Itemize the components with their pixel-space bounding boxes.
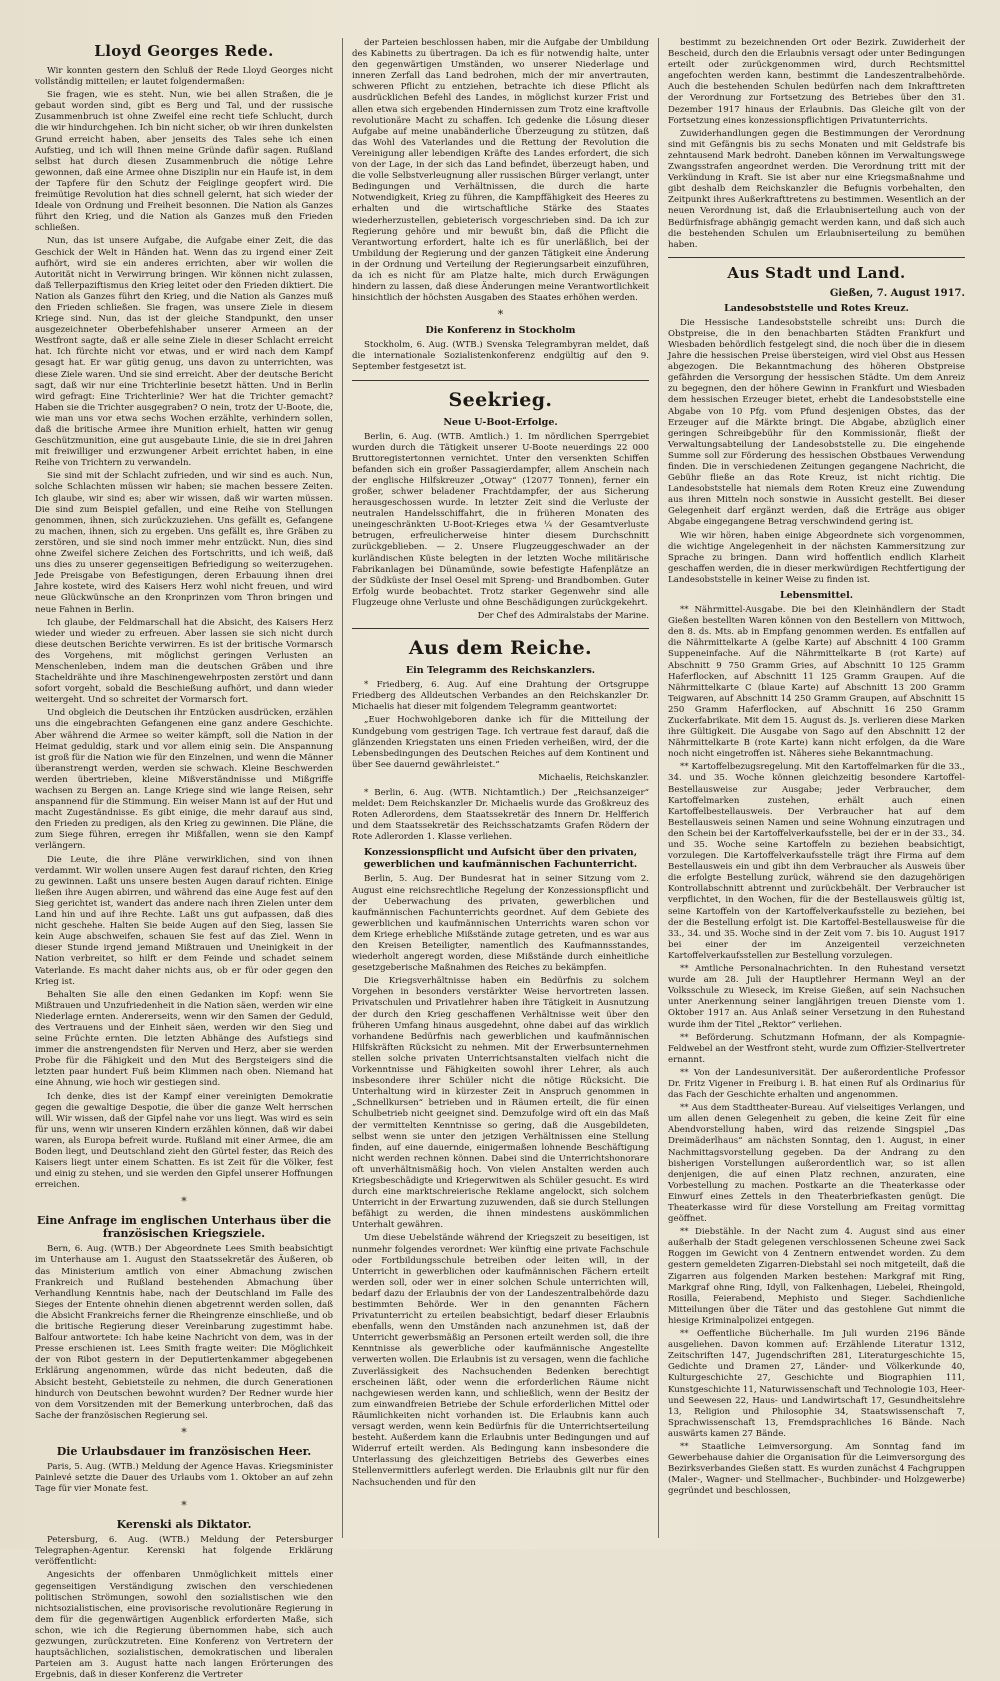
paragraph: ** Kartoffelbezugsregelung. Mit den Kartoffelmarken für die 33., 34. und 35. Woche können gleichzeitig besondere Kartoffel-Bestellausweise zur Ausgabe; jeder Verbraucher, dem Kartoffelmarken zustehen, erhält auch einen Kartoffelbestellausweis. Der Verbraucher hat auf dem Bestellausweis seinen Namen und seine Wohnung einzutragen und den Schein bei der Kartoffelverkaufsstelle, bei der er in der 33., 34. und 35. Woche seine Kartoffeln zu beziehen beabsichtigt, vorzulegen. Die Kartoffelverkaufsstelle trägt ihre Firma auf dem Bestellausweis ein und gibt ihn dem Verbraucher als Ausweis über die erfolgte Bestellung zurück, während sie den dazugehörigen Kontrollabschnitt abtrennt und zurückbehält. Der Verbraucher ist verpflichtet, in den Wochen, für die der Bestellausweis gültig ist, seine Kartoffeln von der Kartoffelverkaufsstelle zu beziehen, bei der die Bestellung erfolgt ist. Die Kartoffel-Bestellausweise für die 33., 34. und 35. Woche sind in der Zeit vom 7. bis 10. August 1917 bei einer der im Anzeigenteil verzeichneten Kartoffelverkaufsstellen zur Bestellung vorzulegen. (668, 762, 965, 961)
paragraph: Zuwiderhandlungen gegen die Bestimmungen der Verordnung sind mit Gefängnis bis zu sechs Monaten und mit Geldstrafe bis zehntausend Mark bedroht. Daneben können im Verwaltungswege Zwangsstrafen angeordnet werden. Die Verordnung tritt mit der Verkündung in Kraft. Sie ist aber nur eine Kriegsmaßnahme und gibt deshalb dem Reichskanzler die Befugnis vorbehalten, den Zeitpunkt ihres Außerkrafttretens zu bestimmen. Wesentlich an der neuen Verordnung ist, daß die Erlaubniserteilung auch von der Bedürfnisfrage abhängig gemacht werden kann, und daß sich auch die bestehenden Schulen um Erlaubniserteilung zu bemühen haben. (668, 128, 965, 250)
paragraph: der Parteien beschlossen haben, mir die Aufgabe der Umbildung des Kabinetts zu übertragen. Da ich es für notwendig halte, unter den gegenwärtigen Umständen, wo unserer Niederlage und inneren Zerfall das Land bedrohen, mich der mir anvertrauten, schweren Pflicht zu entziehen, betrachte ich diese Pflicht als ausdrücklichen Befehl des Landes, in möglichst kurzer Frist und allen etwa sich ergebenden Hindernissen zum Trotz eine kraftvolle revolutionäre Macht zu schaffen. Ich gedenke die Lösung dieser Aufgabe auf meine unabänderliche Überzeugung zu stützen, daß das Wohl des Vaterlandes und die Rettung der Revolution die Vereinigung aller lebendigen Kräfte des Landes erfordert, die sich von der Lage, in der sich das Land befindet, überzeugt haben, und die volle Selbstverleugnung aller russischen Bürger verlangt, unter Bedingungen und Verhältnissen, die durch die harte Notwendigkeit, Krieg zu führen, die Kampffähigkeit des Heeres zu erhalten und die wirtschaftliche Stärke des Staates wiederherzustellen, gebieterisch vorgeschrieben sind. Da ich zur Regierung gehöre und mir bewußt bin, daß die Pflicht die Verantwortung erfordert, halte ich es für unerläßlich, bei der Umbildung der Regierung und der ganzen Tätigkeit eine Änderung in der Ordnung und Verteilung der Regierungsarbeit einzuführen, da ich es nicht für am Platze halte, mich durch Erwägungen hindern zu lassen, daß diese Änderungen meine Verantwortlichkeit hinsichtlich der höchsten Ausgaben des Staates erhöhen werden. (352, 38, 649, 304)
paragraph: Die Kriegsverhältnisse haben ein Bedürfnis zu solchem Vorgehen in besonders verstärkter Weise hervortreten lassen. Privatschulen und Privatlehrer haben ihre Tätigkeit in Ausnutzung der durch den Krieg geschaffenen Verhältnisse weit über den früheren Umfang hinaus ausgedehnt, ohne dabei auf das wirklich vorhandene Bedürfnis nach gewerblichen und kaufmännischen Hilfskräften Rücksicht zu nehmen. Mit der Erwerbsunternehmen stellen solche privaten Unterrichtsanstalten vielfach nicht die Vorkenntnisse und Fähigkeiten sowohl ihrer Lehrer, als auch insbesondere ihrer Schüler nicht die nötige Rücksicht. Die Unterhaltung wird in kürzester Zeit in Anspruch genommen in „Schnellkursen“ betrieben und in Räumen erteilt, die für einen Schulbetrieb nicht geeignet sind. Demzufolge wird oft ein das Maß der vermittelten Kenntnisse so gering, daß die Ausgebildeten, selbst wenn sie unter den jetzigen Verhältnissen eine Stellung finden, auf eine dauernde, einigermaßen lohnende Beschäftigung nicht werden rechnen können. Dabei sind die Unterrichtshonorare oft unverhältnismäßig hoch. Von vielen Anstalten werden auch Kriegsbeschädigte und Kriegerwitwen als Schüler gesucht. Es wird durch eine marktschreierische Reklame angelockt, sich solchem Unterricht in der Erwartung zuzuwenden, daß sie durch Stellungen befähigt zu werden, die ihnen mindestens auskömmlichen Unterhalt gewähren. (352, 976, 649, 1231)
paragraph: Die Leute, die ihre Pläne verwirklichen, sind von ihnen verdammt. Wir wollen unsere Augen fest darauf richten, den Krieg zu gewinnen. Laßt uns unsere besten Augen darauf richten. Einige ließen ihre Augen abirren, und während das eine Auge fest auf den Sieg gerichtet ist, wandert das andere nach ihren Zielen unter dem Land hin und auf ihre Rechte. Laßt uns gut aufpassen, daß dies nicht geschehe. Halten Sie beide Augen auf den Sieg, lassen Sie kein Auge abschweifen, schauen Sie fest auf das Ziel. Wenn in dieser Stunde irgend jemand Mißtrauen und Uneinigkeit in der Nation verbreitet, so hilft er dem Feinde und schadet seinem Vaterlande. Es macht daher nichts aus, ob er für oder gegen den Krieg ist. (35, 854, 333, 987)
separator-star: * (181, 1425, 187, 1439)
headline-unterhaus: Eine Anfrage im englischen Unterhaus über die französischen Kriegsziele. (36, 1214, 332, 1241)
paragraph: ** Diebstähle. In der Nacht zum 4. August sind aus einer außerhalb der Stadt gelegenen verschlossenen Scheune zwei Sack Roggen im Gewicht von 4 Zentnern entwendet worden. Zu dem gestern gemeldeten Zigarren-Diebstahl sei noch mitgeteilt, daß die Zigarren aus folgenden Marken bestehen: Markgraf mit Ring, Markgraf ohne Ring, Idyll, von Falkenhagen, Liebelei, Rheingold, Rosilla, Feierabend, Mephisto und Sieger. Sachdienliche Mitteilungen über die Täter und das gestohlene Gut nimmt die hiesige Kriminalpolizei entgegen. (668, 1227, 965, 1326)
paragraph: Sie sind mit der Schlacht zufrieden, und wir sind es auch. Nun, solche Schlachten müssen wir haben; sie machen bessere Zeiten. Ich glaube, wir sind es; aber wir wissen, daß wir warten müssen. Die sind zum Beispiel gefallen, und eine Reihe von Stellungen genommen, ihnen, sich zurückzuziehen. Uns gefällt es, Gefangene zu machen, ihnen, sich zu ergeben. Uns gefällt es, ihre Gräben zu zerstören, und sie sind noch immer mehr entzückt. Nun, dies sind ohne Zweifel sichere Zeichen des Fortschritts, und ich weiß, daß uns dies zu unserer gegenseitigen Befriedigung so weiterzugehen. Jede Preisgabe von Befestigungen, deren Erbauung ihnen drei Jahre kostete, wird des Kaisers Herz wohl nicht freuen, und wird neue Glückwünsche an den Kronprinzen vom Thron bringen und neue Fahnen in Berlin. (35, 471, 333, 615)
headline-lebensmittel: Lebensmittel. (779, 590, 854, 602)
paragraph: ** Staatliche Leimversorgung. Am Sonntag fand im Gewerbehause dahier die Organisation für die Leimversorgung des Bezirksverbandes Gießen statt. Es wurden zunächst 4 Fachgruppen (Maler-, Wagner- und Stellmacher-, Buchbinder- und Holzgewerbe) gegründet und beschlossen, (668, 1441, 965, 1497)
paragraph: Berlin, 5. Aug. Der Bundesrat hat in seiner Sitzung vom 2. August eine reichsrechtliche Regelung der Konzessionspflicht und der Ueberwachung des privaten, gewerblichen und kaufmännischen Fachunterrichts geordnet. Auf dem Gebiete des gewerblichen und kaufmännischen Unterrichts waren schon vor dem Kriege erhebliche Mißstände zutage getreten, und es war aus den Kreisen Beteiligter, namentlich des Kaufmannsstandes, wiederholt angeregt worden, diese Mißstände durch einheitliche gesetzgeberische Maßnahmen des Reiches zu bekämpfen. (352, 874, 649, 974)
paragraph: Petersburg, 6. Aug. (WTB.) Meldung der Petersburger Telegraphen-Agentur. Kerenski hat folgende Erklärung veröffentlicht: (35, 1535, 333, 1568)
paragraph: Behalten Sie alle den einen Gedanken im Kopf: wenn Sie Mißtrauen und Unzufriedenheit in die Nation säen, werden wir eine Niederlage ernten. Andererseits, wenn wir den Samen der Geduld, des Vertrauens und der Einheit säen, werden wir den Sieg und seine Früchte ernten. Die letzten Abhänge des Aufstiegs sind immer die anstrengendsten für Nerven und Herz, aber sie werden Probe für die Fähigkeit und den Mut des Bergsteigers sind die letzten paar hundert Fuß beim Klimmen nach oben. Niemand hat eine Ahnung, wie hoch wir gestiegen sind. (35, 989, 333, 1089)
paragraph: Die Hessische Landesobststelle schreibt uns: Durch die Obstpreise, die in den benachbarten Städten Frankfurt und Wiesbaden behördlich festgelegt sind, die noch über die in diesem Jahre die hessischen Preise übersteigen, wird viel Obst aus Hessen abgezogen. Die Bekanntmachung des höheren Obstpreise gefährden die Versorgung der hessischen Städte. Um dem Anreiz zu begegnen, den der höhere Gewinn in Frankfurt und Wiesbaden dem hessischen Erzeuger bietet, erhebt die Landesobststelle eine Abgabe von 10 Pfg. vom Pfund desjenigen Obstes, das der Erzeuger auf die Märkte bringt. Die Abgabe, abzüglich einer geringen Schreibgebühr für den Kommissionär, fließt der Verwaltungsabteilung der Landesobststelle zu. Die eingehende Summe soll zur Förderung des hessischen Obstbaues Verwendung finden. Die in verschiedenen Zeitungen gegangene Nachricht, die Gebühr fließe an das Rote Kreuz, ist nicht richtig. Die Landesobststelle hat niemals dem Roten Kreuz eine Zuwendung aus ihren Mitteln noch sonstwie in Aussicht gestellt. Bei dieser Gelegenheit darf ergänzt werden, daß die Erträge aus obiger Abgabe eingegangene Betrag verschwindend gering ist. (668, 317, 965, 528)
paragraph: ** Aus dem Stadttheater-Bureau. Auf vielseitiges Verlangen, und um allen denen Gelegenheit zu geben, die keine Zeit für eine Abendvorstellung haben, wird das reizende Singspiel „Das Dreimäderlhaus“ am nächsten Sonntag, den 1. August, in einer Nachmittagsvorstellung gegeben. Da der Andrang zu den bisherigen Vorstellungen außerordentlich war, so ist allen denjenigen, die auf einen Platz rechnen, anzuraten, eine Vorbestellung zu machen. Postkarte an die Theaterkasse oder Einwurf eines Zettels in den Theaterbriefkasten genügt. Die Theaterkasse wird für diese Vorstellung am Freitag vormittag geöffnet. (668, 1103, 965, 1225)
headline-seekrieg: Seekrieg. (448, 388, 553, 411)
headline-konzessionspflicht: Konzessionspflicht und Aufsicht über den privaten, gewerblichen und kaufmännischen Fachunterricht. (363, 847, 638, 871)
headline-lloyd-george: Lloyd Georges Rede. (94, 42, 274, 60)
subheadline-u-boot: Neue U-Boot-Erfolge. (443, 416, 558, 428)
paragraph: Wir konnten gestern den Schluß der Rede Lloyd Georges nicht vollständig mitteilen; er lautet folgendermaßen: (35, 66, 333, 88)
column-3 (658, 38, 974, 1538)
paragraph: Paris, 5. Aug. (WTB.) Meldung der Agence Havas. Kriegsminister Painlevé setzte die Dauer des Urlaubs vom 1. Oktober an auf zehn Tage für vier Monate fest. (35, 1461, 333, 1495)
column-container (26, 38, 978, 1681)
paragraph: bestimmt zu bezeichnenden Ort oder Bezirk. Zuwiderheit der Bescheid, durch den die Erlaubnis versagt oder unter Bedingungen erteilt oder zurückgenommen wird, durch Rechtsmittel angefochten werden kann, bestimmt die Landeszentralbehörde. Auch die bestehenden Schulen bedürfen nach dem Inkrafttreten der Verordnung zur Fortsetzung des Betriebes über den 31. Dezember 1917 hinaus der Erlaubnis. Das Gleiche gilt von der Fortsetzung eines konzessionspflichtigen Privatunterrichts. (668, 38, 965, 126)
paragraph: Angesichts der offenbaren Unmöglichkeit mittels einer gegenseitigen Verständigung zwischen den verschiedenen politischen Strömungen, sowohl den sozialistischen wie den nichtsozialistischen, eine provisorische revolutionäre Regierung in dem für die gegenwärtigen Augenblick erforderten Maße, sich schon, wie ich die Regierung übernommen habe, sich auch gezwungen, zurückzutreten. Eine Konferenz von Vertretern der hauptsächlichen, sozialistischen, demokratischen und liberalen Parteien am 3. August hatte nach langen Erörterungen des Ergebnis, daß in dieser Konferenz die Vertreter (35, 1570, 333, 1681)
paragraph: Um diese Uebelstände während der Kriegszeit zu beseitigen, ist nunmehr folgendes verordnet: Wer künftig eine private Fachschule oder Fortbildungsschule betreiben oder leiten will, in der Unterricht in gewerblichen oder kaufmännischen Fächern erteilt werden soll, oder wer in einer solchen Schule unterrichten will, bedarf dazu der Erlaubnis der von der Landeszentralbehörde dazu bestimmten Behörde. Wer in den genannten Fächern Privatunterricht zu erteilen beabsichtigt, bedarf dieser Erlaubnis ebenfalls, wenn den Umständen nach anzunehmen ist, daß der Unterricht gewerbsmäßig an Personen erteilt werden soll, die ihre Kenntnisse als gewerbliche oder kaufmännische Angestellte verwerten wollen. Die Erlaubnis ist zu versagen, wenn die fachliche Zuverlässigkeit des Nachsuchenden Bedenken berechtigt erscheinen läßt, oder wenn die erforderlichen Räume nicht nachgewiesen werden kann, und schließlich, wenn der Besitz der zum einwandfreien Betriebe der Schule erforderlichen Mittel oder Räumlichkeiten nicht vorhanden ist. Die Erlaubnis kann auch versagt werden, wenn kein Bedürfnis für die Unterrichtserteilung besteht. Außerdem kann die Erlaubnis unter Bedingungen und auf Widerruf erteilt werden. Als Bedingung kann insbesondere die Unterlassung des gleichzeitigen Betriebs des Gewerbes eines Stellenvermittlers auferlegt werden. Die Erlaubnis gilt nur für den Nachsuchenden und für den (352, 1233, 649, 1488)
paragraph: Stockholm, 6. Aug. (WTB.) Svenska Telegrambyran meldet, daß die internationale Sozialistenkonferenz endgültig auf den 9. September festgesetzt ist. (352, 340, 649, 373)
headline-kerenski: Kerenski als Diktator. (116, 1518, 252, 1532)
paragraph: ** Oeffentliche Bücherhalle. Im Juli wurden 2196 Bände ausgeliehen. Davon kommen auf: Erzählende Literatur 1312, Zeitschriften 147, Jugendschriften 281, Literaturgeschichte 15, Gedichte und Dramen 27, Länder- und Völkerkunde 40, Kulturgeschichte 27, Geschichte und Biographien 111, Kunstgeschichte 11, Naturwissenschaft und Technologie 103, Heer- und Seewesen 22, Haus- und Landwirtschaft 17, Gesundheitslehre 13, Religion und Philosophie 34, Staatswissenschaft 7, Sprachwissenschaft 13, Fremdsprachliches 16 Bände. Nach auswärts kamen 27 Bände. (668, 1329, 965, 1439)
paragraph: * Berlin, 6. Aug. (WTB. Nichtamtlich.) Der „Reichsanzeiger“ meldet: Dem Reichskanzler Dr. Michaelis wurde das Großkreuz des Roten Adlerordens, dem Staatssekretär des Innern Dr. Helfferich und dem Staatssekretär des Reichsschatzamts Grafen Rödern der Rote Adlerorden 1. Klasse verliehen. (352, 787, 649, 843)
separator-star: * (181, 1499, 187, 1513)
signature-admiralstab: Der Chef des Admiralstabs der Marine. (477, 611, 649, 622)
subheadline-telegramm: Ein Telegramm des Reichskanzlers. (405, 665, 596, 677)
signature-michaelis: Michaelis, Reichskanzler. (538, 772, 649, 783)
section-rule (352, 628, 649, 629)
headline-stockholm: Die Konferenz in Stockholm (425, 325, 576, 337)
paragraph: Ich glaube, der Feldmarschall hat die Absicht, des Kaisers Herz wieder und wieder zu erfreuen. Aber lassen sie sich nicht durch diese deutschen Berichte verwirren. Es ist der britische Vormarsch des Vorgehens, mit möglichst geringen Verlusten an Menschenleben, indem man die deutschen Gräben und ihre Stacheldrähte und ihre Maschinengewehrposten zerstört und dann sofort vorgeht, sobald die Beschießung aufhört, und dann wieder weitergeht. Und so schreitet der Vormarsch fort. (35, 617, 333, 706)
headline-aus-stadt-und-land: Aus Stadt und Land. (727, 263, 906, 282)
paragraph: ** Von der Landesuniversität. Der außerordentliche Professor Dr. Fritz Vigener in Freiburg i. B. hat einen Ruf als Ordinarius für das Fach der Geschichte erhalten und angenommen. (668, 1067, 965, 1101)
column-2 (342, 38, 658, 1538)
paragraph: Bern, 6. Aug. (WTB.) Der Abgeordnete Lees Smith beabsichtigt im Unterhause am 1. August den Staatssekretär des Äußeren, ob das Ministerium amtlich von einer Abmachung zwischen Frankreich und Rußland bestehenden Abmachung über Verhandlung Kenntnis habe, nach der Deutschland im Falle des Sieges der Entente ohnehin dienen abgetrennt werden sollen, daß die Absicht Frankreichs ferner die Rheingrenze einschließe, und ob die britische Regierung dieser Vereinbarung zugestimmt habe. Balfour antwortete: Ich habe keine Nachricht von dem, was in der Presse erschienen ist. Lees Smith fragte weiter: Die Möglichkeit der von Ribot gestern in der Deputiertenkammer abgegebenen Erklärung angenommen, würde das nicht bedeuten, daß die Absicht besteht, Gebietsteile zu nehmen, die durch Generationen hindurch von Deutschen bewohnt wurden? Der Redner wurde hier von dem Vorsitzenden mit der Bemerkung unterbrochen, daß das Sache der französischen Regierung sei. (35, 1244, 333, 1421)
section-rule (668, 257, 965, 258)
paragraph: Berlin, 6. Aug. (WTB. Amtlich.) 1. Im nördlichen Sperrgebiet wurden durch die Tätigkeit unserer U-Boote neuerdings 22 000 Bruttoregistertonnen vernichtet. Unter den versenkten Schiffen befanden sich ein großer Passagierdampfer, allem Anschein nach der englische Hilfskreuzer „Otway“ (12077 Tonnen), ferner ein großer, schwer beladener Frachtdampfer, der aus Sicherung herausgeschossen wurde. In letzter Zeit sind die Verluste der neutralen Handelsschiffahrt, die in früheren Monaten des uneingeschränkten U-Boot-Krieges etwa ¼ der Gesamtverluste betrugen, erfreulicherweise hinter diesem Durchschnitt zurückgeblieben. — 2. Unsere Flugzeuggeschwader an der kurländischen Küste belegten in der letzten Woche militärische Fabrikanlagen bei Dünamünde, sowie befestigte Hafenplätze an der Südküste der Insel Oesel mit Spreng- und Brandbomben. Guter Erfolg wurde beobachtet. Trotz starker Gegenwehr sind alle Flugzeuge ohne Verluste und ohne Beschädigungen zurückgekehrt. (352, 431, 649, 608)
headline-landesobststelle: Landesobststelle und Rotes Kreuz. (724, 302, 909, 314)
paragraph: Nun, das ist unsere Aufgabe, die Aufgabe einer Zeit, die das Geschick der Welt in Händen hat. Wenn das zu irgend einer Zeit aufhört, wird sie ein anderes errichten, aber wir wollen die Autorität nicht in Verwirrung bringen. Wir können nicht zulassen, daß Tellerpaziftismus den Krieg leitet oder den Frieden diktiert. Die Nation als Ganzes führt den Krieg, und die Nation als Ganzes muß den Frieden schließen. Sie fragen, was unsere Ziele in diesem Kriege sind. Nun, das ist der gleiche Standpunkt, den unser ausgezeichneter Oberbefehlshaber unserer Armeen an der Westfront sagte, daß er alle seine Ziele in dieser Schlacht erreicht hat. Ich fürchte nicht vor etwas, und er wird nach dem Kampf gesagt hat. Er war gütig genug, uns davon zu unterrichten, was diese Ziele waren. Und sie sind erreicht. Aber der deutsche Bericht sagt, daß wir nur eine Trichterlinie besetzt hätten. Und in Berlin wird gefragt: Eine Trichterlinie? Wer hat die Trichter gemacht? Haben sie die Trichter ausgegraben? O nein, trotz der U-Boote, die, wie man uns vor etwa sechs Wochen erzählte, verhindern sollen, daß die britische Armee ihre Munition erhielt, hatten wir genug Geschützmunition, eine gut ausgebaute Linie, die sie in drei Jahren mit freiwilliger und erzwungener Arbeit errichtet haben, in eine Reihe von Trichtern zu verwandeln. (35, 236, 333, 469)
headline-urlaubsdauer: Die Urlaubsdauer im französischen Heer. (56, 1444, 312, 1458)
article-lloyd-george (35, 66, 333, 1191)
paragraph: ** Nährmittel-Ausgabe. Die bei den Kleinhändlern der Stadt Gießen bestellten Waren können von den Bestellern von Mittwoch, den 8. ds. Mts. ab in Empfang genommen werden. Es entfallen auf die Nährmittelkarte A (gelbe Karte) auf Abschnitt 4 100 Gramm Suppeneinfache. Auf die Nährmittelkarte B (rot Karte) auf Abschnitt 9 750 Gramm Gries, auf Abschnitt 10 125 Gramm Haferflocken, auf Abschnitt 11 125 Gramm Graupen. Auf die Nährmittelkarte C (blaue Karte) auf Abschnitt 13 200 Gramm Teigwaren, auf Abschnitt 14 250 Gramm Graupen, auf Abschnitt 15 250 Gramm Haferflocken, auf Abschnitt 16 250 Gramm Zuckerfabrikate. Mit dem 15. August ds. Js. verlieren diese Marken ihre Gültigkeit. Die Ausgabe von Sago auf den Abschnitt 12 der Nährmittelkarte B (rote Karte) kann nicht erfolgen, da die Ware noch nicht eingetroffen ist. Näheres siehe Bekanntmachung. (668, 605, 965, 760)
paragraph: Wie wir hören, haben einige Abgeordnete sich vorgenommen, die wichtige Angelegenheit in der nächsten Kammersitzung zur Sprache zu bringen. Dann wird hoffentlich endlich Klarheit geschaffen werden, die in dieser merkwürdigen Rechtfertigung der Landesobststelle in keiner Weise zu finden ist. (668, 530, 965, 585)
paragraph: Ich denke, dies ist der Kampf einer vereinigten Demokratie gegen die gewaltige Despotie, die über die ganze Welt herrschen will. Wir wissen, daß der Gipfel nahe vor uns liegt. Was wird es sein für uns, wenn wir unseren Kindern erzählen können, daß wir dabei waren, als Europa befreit wurde. Rußland mit einer Armee, die am Boden liegt, und Deutschland zieht den Gürtel fester, das Reich des Kaisers liegt unter einem Schatten. Es ist Zeit für die Völker, fest und einig zu stehen, und sie werden den Gipfel unserer Hoffnungen erreichen. (35, 1091, 333, 1191)
dateline: Gießen, 7. August 1917. (829, 287, 965, 299)
paragraph: „Euer Hochwohlgeboren danke ich für die Mitteilung der Kundgebung vom gestrigen Tage. Ich vertraue fest darauf, daß die glänzenden Kriegstaten uns einen Frieden verheißen, wird, der die Lebensbedingungen des Deutschen Reiches auf dem Kontinent und über See dauernd gewährleistet.“ (352, 715, 649, 770)
paragraph: Sie fragen, wie es steht. Nun, wie bei allen Straßen, die je gebaut worden sind, gibt es Berg und Tal, und der russische Zusammenbruch ist ohne Zweifel eine recht tiefe Schlucht, durch die wir hindurchgehen. Ich bin nicht sicher, ob wir ihren dunkelsten Grund erreicht haben, aber jenseits des Tales sehe ich einen Aufstieg, und ich will Ihnen meine Gründe dafür sagen. Rußland selbst hat durch diesen Zusammenbruch die nötige Lehre gewonnen, daß eine Armee ohne Disziplin nur ein Haufe ist, in dem der Tapfere für den Schutz der Feiglinge geopfert wird. Die freimütige Revolution hat dies schnell gelernt, hat sich wieder der Ideale von Ordnung und Freiheit besonnen. Die Nation als Ganzes führt den Krieg, und die Nation als Ganzes muß den Frieden schließen. (35, 90, 333, 234)
paragraph: ** Amtliche Personalnachrichten. In den Ruhestand versetzt wurde am 28. Juli der Hauptlehrer Hermann Weyl an der Volksschule zu Wieseck, im Kreise Gießen, auf sein Nachsuchen unter Anerkennung seiner langjährigen treuen Dienste vom 1. Oktober 1917 an. Aus Anlaß seiner Versetzung in den Ruhestand wurde ihm der Titel „Rektor“ verliehen. (668, 964, 965, 1030)
separator-star: * (181, 1195, 187, 1209)
paragraph: ** Beförderung. Schutzmann Hofmann, der als Kompagnie-Feldwebel an der Westfront steht, wurde zum Offizier-Stellvertreter ernannt. (668, 1032, 965, 1065)
paragraph: * Friedberg, 6. Aug. Auf eine Drahtung der Ortsgruppe Friedberg des Alldeutschen Verbandes an den Reichskanzler Dr. Michaelis hat dieser mit folgendem Telegramm geantwortet: (352, 680, 649, 713)
column-1 (26, 38, 342, 1681)
section-rule (352, 380, 649, 381)
headline-aus-dem-reiche: Aus dem Reiche. (408, 637, 593, 660)
separator-star: * (497, 308, 504, 322)
paragraph: Und obgleich die Deutschen ihr Entzücken ausdrücken, erzählen uns die eingebrachten Gefangenen eine ganz andere Geschichte. Aber während die Armee so weiter kämpft, soll die Nation in der Heimat geduldig, stark und vor allem einig sein. Die Anspannung ist groß für die Nation wie für den Einzelnen, und wenn die Männer überanstrengt werden, werden sie schwach. Kleine Beschwerden werden übertrieben, kleine Mißverständnisse und Mißgriffe wachsen zu Bergen an. Lange Kriege sind wie lange Reisen, sehr anspannend für die Stimmung. Ein weiser Mann ist auf der Hut und macht Zugeständnisse. Es gibt einige, die mehr darauf aus sind, den Frieden zu predigen, als den Krieg zu gewinnen. Die Pläne, die zum Siege führen, erregen ihr Mißfallen, wenn sie den Kampf verlängern. (35, 708, 333, 852)
